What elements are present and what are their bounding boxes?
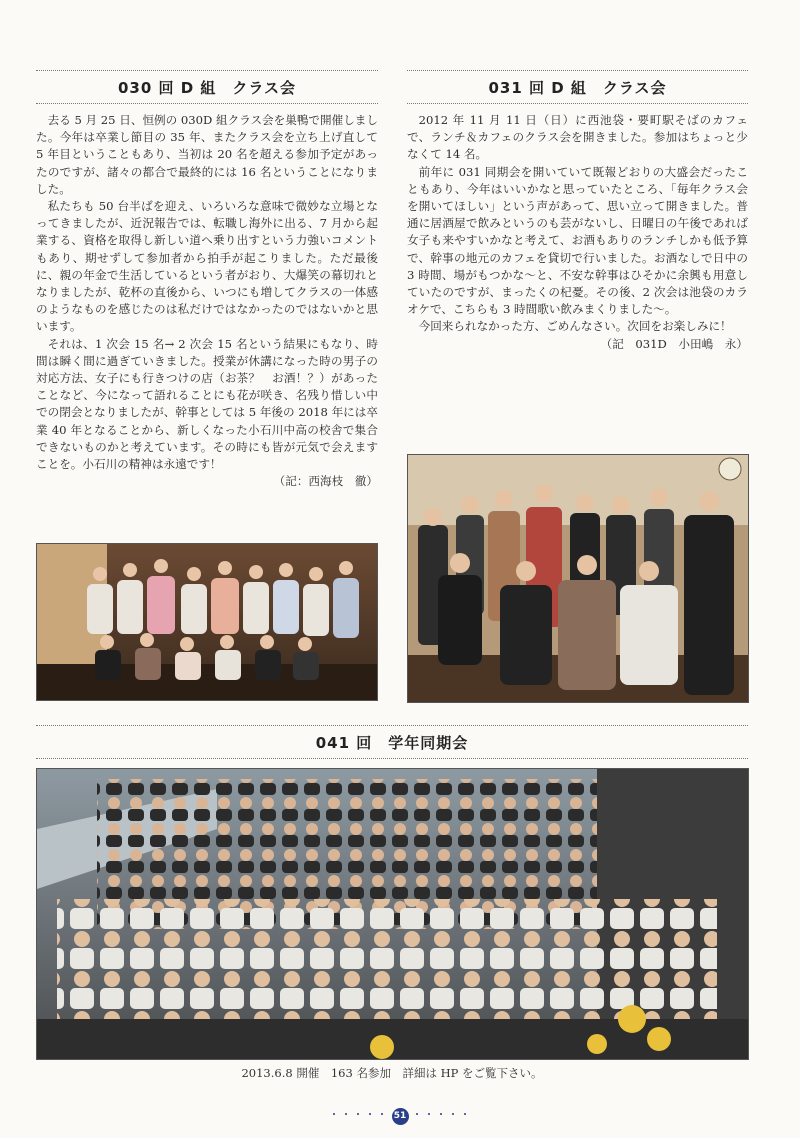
article-030 xyxy=(36,112,378,490)
divider xyxy=(36,725,748,726)
divider xyxy=(407,103,748,104)
paragraph: 去る 5 月 25 日、恒例の 030D 組クラス会を巣鴨で開催しました。今年は卒業し節目の 35 年、またクラス会を立ち上げ直して 5 年目ということもあり、当初は 20 名を超える参加予定があったのですが、諸々の都合で最終的には 16 名ということになりました。 xyxy=(36,113,378,196)
section-title-030: 030 回 D 組 クラス会 xyxy=(118,79,296,97)
paragraph: 私たちも 50 台半ばを迎え、いろいろな意味で微妙な立場となってきましたが、近況報告では、転職し海外に出る、7 月から起業する、資格を取得し新しい道へ乗り出すという力強いコメントもあり、期せずして参加者から拍手が起こりました。ただ最後に、親の年金で生活しているという者がおり、大爆笑の幕切れとなりましたが、乾杯の直後から、いつにも増してクラスの一体感のようなものを感じたのは私だけではなかったのではないかと思います。 xyxy=(36,199,378,334)
article-031 xyxy=(407,112,748,353)
page-number xyxy=(0,1106,800,1125)
grade-reunion-group-photo xyxy=(36,768,749,1060)
page-number-badge: 51 xyxy=(392,1108,409,1125)
divider xyxy=(36,103,378,104)
dots-decoration: ・・・・・ xyxy=(411,1108,472,1121)
paragraph: それは、1 次会 15 名→ 2 次会 15 名という結果にもなり、時間は瞬く間に過ぎていきました。授業が休講になった時の男子の対応方法、女子にも行きつけの店（お茶？ お酒！？）があったことなど、今になって語れることにも花が咲き、名残り惜しい中での閉会となりましたが、幹事としては 5 年後の 2018 年には卒業 40 年となることから、新しくなった小石川中高の校舎で集合できないものかと考えています。その時にも皆が元気で会えますことを。小石川の精神は永遠です！ xyxy=(36,336,378,472)
paragraph: 今回来られなかった方、ごめんなさい。次回をお楽しみに！ xyxy=(418,319,732,334)
class-reunion-photo-030 xyxy=(36,543,378,701)
divider xyxy=(407,70,748,71)
paragraph: 前年に 031 同期会を開いていて既報どおりの大盛会だったこともあり、今年はいいかなと思っていたところ、「毎年クラス会を開いてほしい」という声があって、思い立って開きました。普通に居酒屋で飲みというのも芸がないし、日曜日の午後であれば女子も来やすいかなと考えて、お酒もありのランチしかも低予算で、幹事の地元のカフェを貸切で行いました。お酒なしで日中の 3 時間、場がもつかな～と、不安な幹事はひそかに余興も用意していたのですが、まったくの杞憂。その後、2 次会は池袋のカラオケで、こちらも 3 時間歌い飲みまくりました～。 xyxy=(407,164,748,317)
author-credit: （記 031D 小田嶋 永） xyxy=(600,336,748,351)
photo-caption: 2013.6.8 開催 163 名参加 詳細は HP をご覧下さい。 xyxy=(241,1066,543,1080)
author-credit: （記：西海枝 徹） xyxy=(273,474,378,489)
section-title-041: 041 回 学年同期会 xyxy=(315,734,469,752)
paragraph: 2012 年 11 月 11 日（日）に西池袋・要町駅そばのカフェで、ランチ＆カフェのクラス会を開きました。参加はちょっと少なくて 14 名。 xyxy=(407,113,748,162)
section-title-031: 031 回 D 組 クラス会 xyxy=(488,79,667,97)
divider xyxy=(36,758,748,759)
divider xyxy=(36,70,378,71)
dots-decoration: ・・・・・ xyxy=(328,1108,389,1121)
class-reunion-photo-031 xyxy=(407,454,749,703)
